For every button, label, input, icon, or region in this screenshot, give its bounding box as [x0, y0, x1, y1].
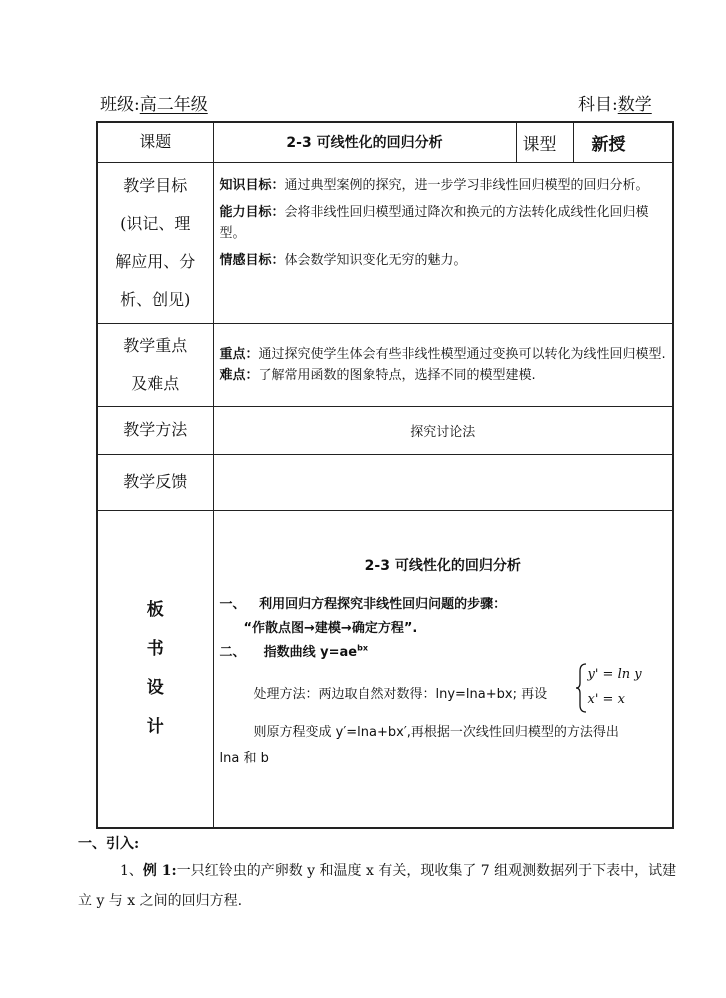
board-item-2 [220, 641, 369, 660]
substitution-line-2: x' = x [587, 691, 625, 707]
substitution-line-1: y' = ln y [587, 666, 642, 682]
objectives-label-line: (识记、理 [120, 213, 191, 233]
ability-objective [220, 202, 667, 244]
key-points-row [97, 323, 673, 406]
method-value: 探究讨论法 [213, 406, 673, 454]
knowledge-text: 通过典型案例的探究，进一步学习非线性回归模型的回归分析。 [284, 177, 649, 193]
board-item-2-number: 二、 [219, 644, 246, 660]
example-line [120, 860, 676, 880]
objectives-label-line: 教学目标 [123, 175, 188, 195]
objectives-row [97, 162, 673, 323]
focus-text: 通过探究使学生体会有些非线性模型通过变换可以转化为线性回归模型. [258, 346, 666, 362]
class-info [100, 90, 208, 115]
emotion-text: 体会数学知识变化无穷的魅力。 [284, 252, 467, 268]
ability-label: 能力目标： [219, 204, 285, 220]
lesson-type-value: 新授 [573, 122, 673, 162]
board-title: 2-3 可线性化的回归分析 [364, 557, 521, 574]
focus-label: 重点： [219, 346, 259, 362]
board-item-1-number: 一、 [219, 596, 246, 612]
board-design-content [213, 510, 673, 828]
knowledge-objective [220, 175, 667, 196]
objectives-label-line: 析、创见) [120, 289, 191, 309]
objectives-content [213, 162, 673, 323]
board-label-char: 设 [146, 677, 164, 698]
method-label: 教学方法 [97, 406, 213, 454]
class-value: 高二年级 [139, 95, 208, 115]
intro-heading: 一、引入: [78, 836, 140, 852]
feedback-label: 教学反馈 [97, 454, 213, 510]
board-item-1-text: 利用回归方程探究非线性回归问题的步骤： [259, 596, 507, 612]
key-points-content [213, 323, 673, 406]
subject-info [578, 90, 652, 115]
difficulty-text: 了解常用函数的图象特点，选择不同的模型建模. [258, 367, 536, 383]
example-label: 例 1: [142, 863, 177, 879]
difficulty-label: 难点： [219, 367, 259, 383]
topic-title: 2-3 可线性化的回归分析 [213, 122, 516, 162]
board-design-row [97, 510, 673, 828]
board-steps: “作散点图→建模→确定方程”. [243, 620, 418, 636]
feedback-value [213, 454, 673, 510]
key-points-label-line: 教学重点 [123, 335, 188, 355]
class-label: 班级: [100, 95, 140, 115]
objectives-label [97, 162, 213, 323]
difficulty-point [220, 365, 667, 386]
lesson-type-label: 课型 [516, 122, 573, 162]
board-process: 处理方法：两边取自然对数得：lny=lna+bx; 再设 [253, 686, 548, 702]
focus-point [220, 344, 667, 365]
topic-row [97, 122, 673, 162]
ability-text: 会将非线性回归模型通过降次和换元的方法转化成线性化回归模型。 [219, 204, 649, 241]
lesson-plan-table [96, 121, 674, 829]
example-number: 1、 [120, 863, 143, 879]
subject-label: 科目: [578, 95, 618, 115]
knowledge-label: 知识目标： [219, 177, 285, 193]
board-label-char: 板 [146, 599, 164, 620]
board-result-cont: lna 和 b [219, 750, 269, 766]
key-points-label-line: 及难点 [131, 373, 180, 393]
example-line-2: 立 y 与 x 之间的回归方程. [78, 893, 243, 909]
topic-label: 课题 [97, 122, 213, 162]
emotion-label: 情感目标： [219, 252, 285, 268]
board-design-label [97, 510, 213, 828]
example-text: 一只红铃虫的产卵数 y 和温度 x 有关，现收集了 7 组观测数据列于下表中，试建 [176, 863, 677, 879]
key-points-label [97, 323, 213, 406]
board-item-1 [220, 593, 507, 612]
board-item-2-exponent: bx [357, 643, 368, 653]
board-result: 则原方程变成 y′=lna+bx′,再根据一次线性回归模型的方法得出 [253, 724, 619, 740]
board-label-char: 计 [146, 716, 164, 737]
board-label-char: 书 [146, 638, 164, 659]
board-item-2-text: 指数曲线 y=ae [263, 644, 358, 660]
method-row [97, 406, 673, 454]
objectives-label-line: 解应用、分 [115, 251, 196, 271]
subject-value: 数学 [617, 95, 652, 115]
feedback-row [97, 454, 673, 510]
emotion-objective [220, 250, 667, 271]
brace-icon [575, 663, 587, 713]
